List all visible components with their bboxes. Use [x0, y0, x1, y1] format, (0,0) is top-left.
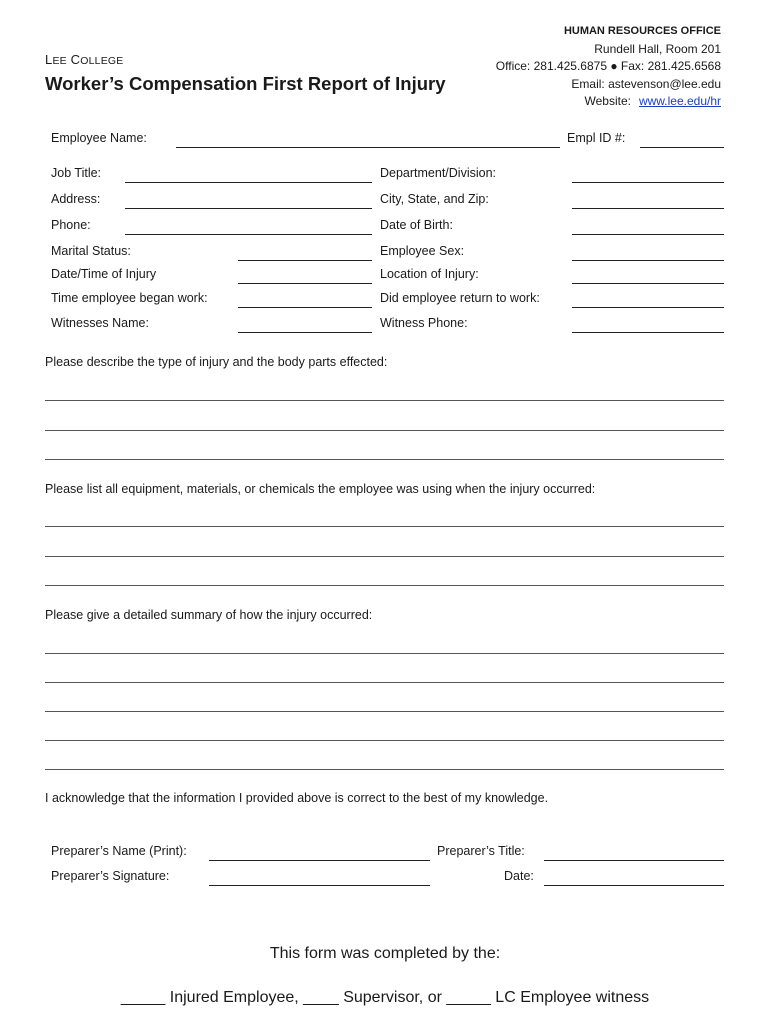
office-building: Rundell Hall, Room 201 [594, 41, 721, 56]
acknowledgement-text: I acknowledge that the information I provided above is correct to the best of my knowledge. [45, 791, 549, 805]
office-name: HUMAN RESOURCES OFFICE [563, 25, 721, 37]
employee-name-label: Employee Name: [51, 131, 147, 145]
preparer-title-field[interactable] [544, 860, 724, 861]
phone-label: Phone: [51, 218, 91, 232]
location-injury-field[interactable] [572, 283, 724, 284]
witness-phone-field[interactable] [572, 332, 724, 333]
preparer-signature-field[interactable] [209, 885, 430, 886]
did-return-label: Did employee return to work: [380, 291, 540, 305]
witness-phone-label: Witness Phone: [380, 316, 468, 330]
summary-line[interactable] [45, 769, 724, 770]
injury-type-line[interactable] [45, 400, 724, 401]
job-title-field[interactable] [125, 182, 372, 183]
did-return-field[interactable] [572, 307, 724, 308]
address-label: Address: [51, 192, 101, 206]
college-smallcaps: EE [52, 55, 67, 67]
summary-question: Please give a detailed summary of how the injury occurred: [45, 608, 373, 622]
preparer-signature-label: Preparer’s Signature: [51, 869, 170, 883]
college-name [45, 52, 124, 67]
equipment-line[interactable] [45, 585, 724, 586]
witnesses-name-label: Witnesses Name: [51, 316, 149, 330]
empl-id-field[interactable] [640, 147, 724, 148]
form-title: Worker’s Compensation First Report of Injury [45, 73, 446, 94]
college-smallcaps: OLLEGE [80, 55, 124, 67]
website-link[interactable]: www.lee.edu/hr [638, 94, 721, 109]
summary-line[interactable] [45, 682, 724, 683]
department-field[interactable] [572, 182, 724, 183]
completed-by-text: This form was completed by the: [269, 945, 501, 962]
witnesses-name-field[interactable] [238, 332, 372, 333]
office-email: Email: astevenson@lee.edu [571, 76, 721, 91]
preparer-name-field[interactable] [209, 860, 430, 861]
college-letter: L [45, 52, 53, 67]
injury-type-question: Please describe the type of injury and the body parts effected: [45, 355, 388, 369]
summary-line[interactable] [45, 653, 724, 654]
employee-name-field[interactable] [176, 147, 560, 148]
employee-sex-field[interactable] [572, 260, 724, 261]
office-website [496, 93, 721, 111]
equipment-line[interactable] [45, 556, 724, 557]
dob-label: Date of Birth: [380, 218, 453, 232]
time-began-work-label: Time employee began work: [51, 291, 208, 305]
preparer-date-label: Date: [504, 869, 534, 883]
time-began-work-field[interactable] [238, 307, 372, 308]
date-time-injury-field[interactable] [238, 283, 372, 284]
completed-by-options: _____ Injured Employee, ____ Supervisor, or _____ LC Employee witness [120, 989, 650, 1006]
injury-type-line[interactable] [45, 430, 724, 431]
employee-sex-label: Employee Sex: [380, 244, 465, 258]
marital-status-label: Marital Status: [51, 244, 131, 258]
dob-field[interactable] [572, 234, 724, 235]
preparer-date-field[interactable] [544, 885, 724, 886]
website-label: Website: [584, 94, 631, 109]
summary-line[interactable] [45, 711, 724, 712]
phone-field[interactable] [125, 234, 372, 235]
college-letter: C [70, 52, 81, 67]
city-state-zip-field[interactable] [572, 208, 724, 209]
injury-type-line[interactable] [45, 459, 724, 460]
equipment-line[interactable] [45, 526, 724, 527]
empl-id-label: Empl ID #: [567, 131, 626, 145]
contact-block [496, 23, 721, 111]
department-label: Department/Division: [380, 166, 497, 180]
summary-line[interactable] [45, 740, 724, 741]
equipment-question: Please list all equipment, materials, or chemicals the employee was using when the injury occurred: [45, 482, 596, 496]
preparer-title-label: Preparer’s Title: [437, 844, 525, 858]
preparer-name-label: Preparer’s Name (Print): [51, 844, 187, 858]
city-state-zip-label: City, State, and Zip: [380, 192, 489, 206]
address-field[interactable] [125, 208, 372, 209]
marital-status-field[interactable] [238, 260, 372, 261]
office-phone-fax: Office: 281.425.6875 ● Fax: 281.425.6568 [495, 59, 721, 74]
date-time-injury-label: Date/Time of Injury [51, 267, 157, 281]
job-title-label: Job Title: [51, 166, 102, 180]
location-injury-label: Location of Injury: [380, 267, 479, 281]
